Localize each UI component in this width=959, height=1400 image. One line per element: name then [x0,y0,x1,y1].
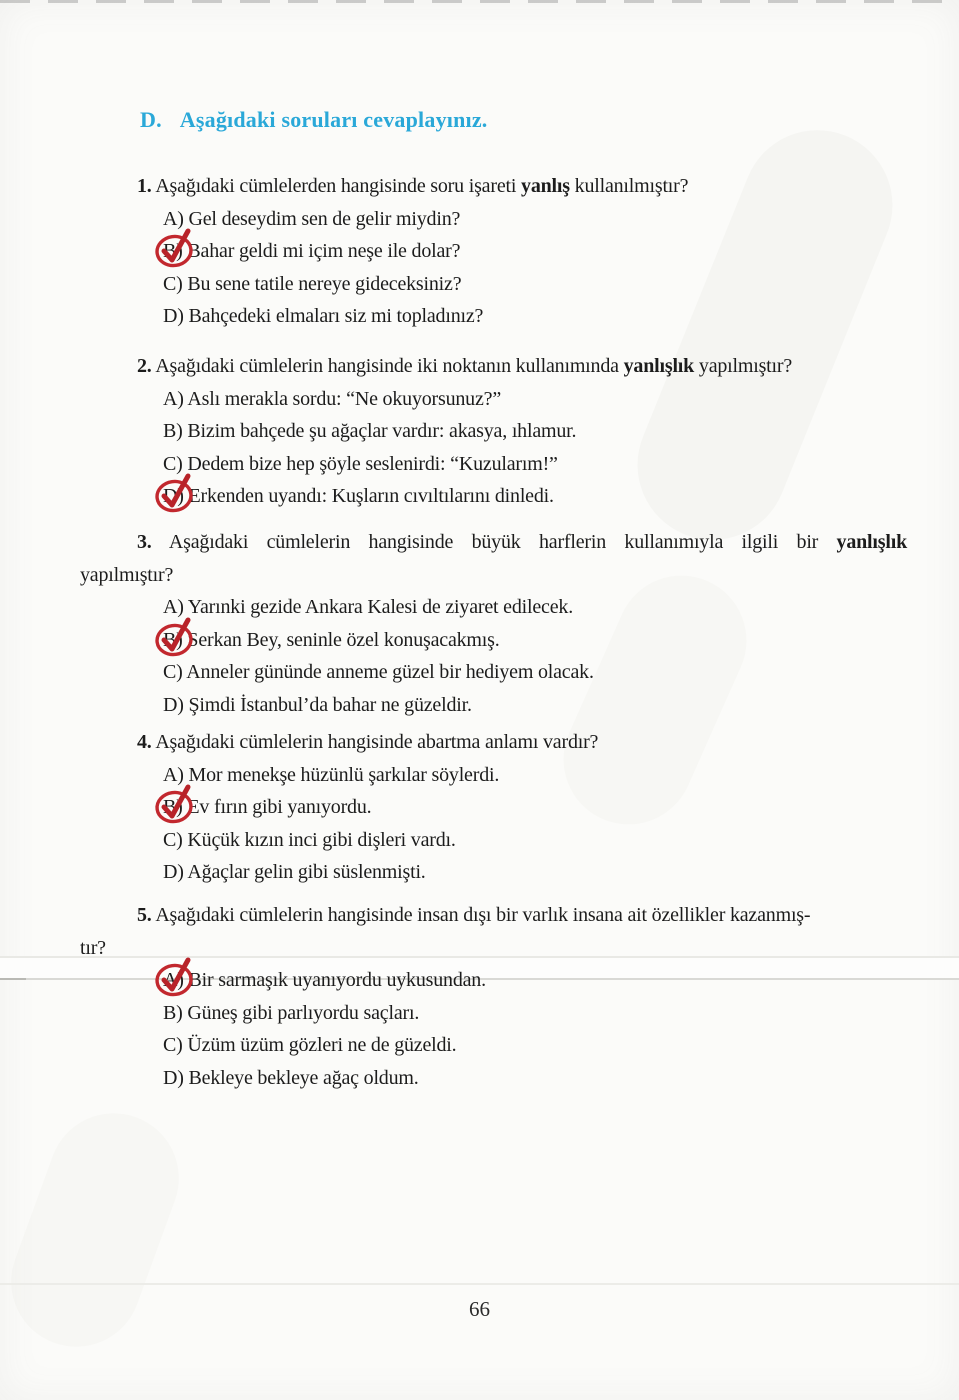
question-text-bold: yanlışlık [623,355,695,377]
question-4 [80,726,919,889]
option-text: A) Aslı merakla sordu: “Ne okuyorsunuz?” [163,387,502,410]
option-d [163,480,919,513]
option-c [163,1029,919,1062]
question-5-text [137,899,919,932]
option-text: D) Bahçedeki elmaları siz mi topladınız? [163,305,484,327]
option-text: D) Ağaçlar gelin gibi süslenmişti. [163,861,426,883]
question-text-pre: Aşağıdaki cümlelerin hangisinde iki noktanın kullanımında [155,355,624,377]
option-text: A) Mor menekşe hüzünlü şarkılar söylerdi. [163,763,500,786]
question-text-post: kullanılmıştır? [569,175,689,197]
question-text-post: yapılmıştır? [694,355,793,377]
page-number: 66 [469,1297,490,1321]
option-text: B) Bizim bahçede şu ağaçlar vardır: akasya, ıhlamur. [163,420,577,442]
option-b [163,791,919,824]
option-d [163,856,919,889]
option-a [163,759,919,792]
option-text: C) Dedem bize hep şöyle seslenirdi: “Kuzularım!” [163,452,558,475]
scan-top-edge-artifact [0,0,959,3]
question-text-pre: Aşağıdaki cümlelerin hangisinde büyük harflerin kullanımıyla ilgili bir [168,531,837,553]
option-text: C) Üzüm üzüm gözleri ne de güzeldi. [163,1034,457,1056]
question-1-text [137,170,919,203]
option-text: C) Anneler gününde anneme güzel bir hediyem olacak. [163,661,594,683]
option-text: B) Bahar geldi mi içim neşe ile dolar? [163,240,461,262]
option-a [163,203,919,236]
question-3-continuation: yapılmıştır? [80,563,174,586]
question-number: 5. [137,904,152,926]
question-5 [80,899,919,1094]
option-d [163,300,919,333]
question-number: 2. [137,355,152,377]
option-text: C) Bu sene tatile nereye gideceksiniz? [163,272,462,295]
question-2-options [163,383,919,513]
option-c [163,268,919,301]
question-1-options [163,203,919,333]
section-header [140,107,488,133]
question-text-pre: Aşağıdaki cümlelerden hangisinde soru işareti [155,175,522,197]
option-c [163,448,919,481]
scan-faint-line [0,1283,959,1285]
question-text-pre: Aşağıdaki cümlelerin hangisinde abartma anlamı vardır? [155,731,599,753]
option-d [163,689,919,722]
question-4-options [163,759,919,889]
question-number: 1. [137,175,152,197]
question-3 [80,526,919,721]
option-text: B) Serkan Bey, seninle özel konuşacakmış. [163,628,500,651]
option-text: C) Küçük kızın inci gibi dişleri vardı. [163,828,456,851]
option-text: D) Bekleye bekleye ağaç oldum. [163,1066,419,1089]
question-5-continuation: tır? [80,936,106,959]
question-5-options [163,964,919,1094]
question-2 [80,350,919,513]
option-b [163,997,919,1030]
question-1 [80,170,919,333]
option-b [163,235,919,268]
option-c [163,824,919,857]
option-text: D) Erkenden uyandı: Kuşların cıvıltılarını dinledi. [163,485,554,507]
question-2-text [137,350,919,383]
option-text: A) Gel deseydim sen de gelir miydin? [163,207,461,230]
scan-smudge [0,1095,197,1365]
section-title: Aşağıdaki soruları cevaplayınız. [179,107,488,132]
option-a [163,383,919,416]
option-text: A) Yarınki gezide Ankara Kalesi de ziyaret edilecek. [163,596,573,618]
option-d [163,1062,919,1095]
option-a [163,964,919,997]
option-a [163,591,919,624]
option-text: B) Ev fırın gibi yanıyordu. [163,796,372,818]
option-text: B) Güneş gibi parlıyordu saçları. [163,1001,420,1024]
option-text: A) Bir sarmaşık uyanıyordu uykusundan. [163,969,486,991]
question-3-text [137,526,907,559]
option-b [163,415,919,448]
option-text: D) Şimdi İstanbul’da bahar ne güzeldir. [163,693,472,716]
question-text-pre: Aşağıdaki cümlelerin hangisinde insan dışı bir varlık insana ait özellikler kazanmış- [155,904,811,926]
question-text-bold: yanlış [521,175,570,197]
question-text-bold: yanlışlık [836,531,907,553]
question-number: 4. [137,731,152,753]
section-letter: D. [140,107,162,132]
option-c [163,656,919,689]
option-b [163,624,919,657]
question-number: 3. [137,531,152,553]
question-4-text [137,726,919,759]
question-3-options [163,591,919,721]
